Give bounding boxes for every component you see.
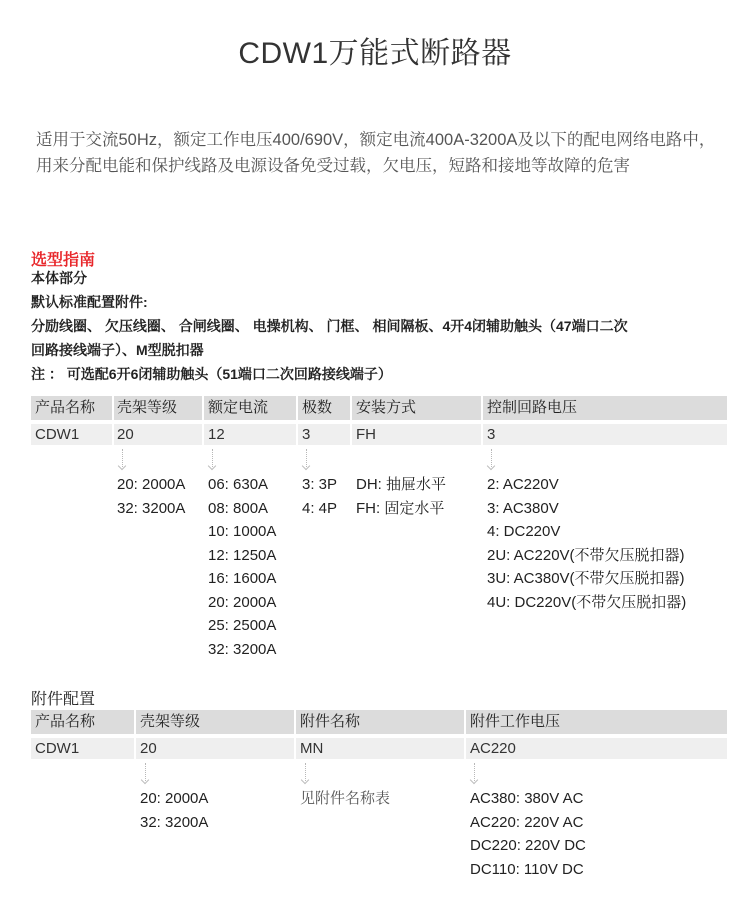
col-header-frame-grade: 壳架等级 — [117, 399, 178, 416]
example-product-name: CDW1 — [35, 426, 80, 443]
frame-option: 20: 2000A — [117, 476, 186, 493]
col-header-rated-current: 额定电流 — [208, 399, 269, 416]
example-poles: 3 — [302, 426, 311, 443]
down-arrow-icon — [212, 449, 213, 467]
voltage-option: 4: DC220V — [487, 523, 561, 540]
install-options — [356, 473, 446, 520]
down-arrow-icon — [474, 763, 475, 781]
accessory-voltage-options — [470, 787, 586, 881]
current-option: 12: 1250A — [208, 546, 277, 564]
current-option: 06: 630A — [208, 476, 269, 493]
col-header-accessory-voltage: 附件工作电压 — [470, 713, 561, 730]
current-option: 25: 2500A — [208, 617, 277, 634]
example-frame-grade: 20 — [117, 426, 134, 443]
optional-note: 注 ： 可选配6开6闭辅助触头（51端口二次回路接线端子） — [31, 366, 392, 382]
col-header-control-voltage: 控制回路电压 — [487, 399, 578, 416]
accessory-voltage-option: AC380: 380V AC — [470, 790, 584, 807]
default-accessories-line-1: 分励线圈、 欠压线圈、 合闸线圈、 电操机构、 门框、 相间隔板、4开4闭辅助触头（47端口二次 — [31, 318, 628, 334]
down-arrow-icon — [145, 763, 146, 781]
accessory-voltage-option: DC110: 110V DC — [470, 860, 584, 878]
frame-options — [117, 473, 185, 520]
col-header-poles: 极数 — [302, 399, 333, 416]
example-frame-grade: 20 — [140, 740, 157, 757]
voltage-options — [487, 473, 686, 614]
down-arrow-icon — [305, 763, 306, 781]
value-bg — [483, 424, 727, 445]
example-product-name: CDW1 — [35, 740, 80, 757]
install-option: DH: 抽屉水平 — [356, 476, 447, 493]
accessory-voltage-option: AC220: 220V AC — [470, 813, 584, 831]
install-option: FH: 固定水平 — [356, 499, 445, 517]
frame-option: 32: 3200A — [140, 813, 209, 831]
page-title: CDW1万能式断路器 — [238, 37, 512, 70]
current-option: 32: 3200A — [208, 640, 277, 658]
down-arrow-icon — [491, 449, 492, 467]
col-header-install-method: 安装方式 — [356, 399, 417, 416]
current-options — [208, 473, 276, 661]
default-accessories-label: 默认标准配置附件: — [31, 294, 148, 310]
body-part-label: 本体部分 — [31, 270, 87, 286]
pole-options — [302, 473, 337, 520]
accessory-frame-options — [140, 787, 208, 834]
current-option: 08: 800A — [208, 499, 269, 517]
down-arrow-icon — [306, 449, 307, 467]
frame-option: 20: 2000A — [140, 790, 209, 807]
pole-option: 4: 4P — [302, 499, 338, 517]
accessory-name-note: 见附件名称表 — [300, 790, 391, 807]
accessory-voltage-option: DC220: 220V DC — [470, 837, 586, 854]
voltage-option: 2: AC220V — [487, 476, 559, 493]
voltage-option: 3U: AC380V(不带欠压脱扣器) — [487, 570, 685, 587]
example-accessory-name: MN — [300, 740, 324, 757]
voltage-option: 2U: AC220V(不带欠压脱扣器) — [487, 546, 685, 564]
value-bg — [136, 738, 294, 759]
selection-guide-heading: 选型指南 — [31, 252, 96, 269]
voltage-option: 4U: DC220V(不带欠压脱扣器) — [487, 593, 687, 611]
down-arrow-icon — [122, 449, 123, 467]
default-accessories-line-2: 回路接线端子）、M型脱扣器 — [31, 342, 204, 358]
current-option: 16: 1600A — [208, 570, 277, 587]
col-header-accessory-name: 附件名称 — [300, 713, 361, 730]
voltage-option: 3: AC380V — [487, 499, 559, 517]
col-header-frame-grade: 壳架等级 — [140, 713, 201, 730]
product-description: 适用于交流50Hz，额定工作电压400/690V，额定电流400A-3200A及以下的配电网络电路中，用来分配电能和保护线路及电源设备免受过载，欠电压，短路和接地等故障的危害 — [36, 131, 716, 175]
current-option: 20: 2000A — [208, 593, 277, 611]
example-accessory-voltage: AC220 — [470, 740, 516, 757]
col-header-product-name: 产品名称 — [35, 399, 96, 416]
example-control-voltage: 3 — [487, 426, 496, 443]
accessory-config-heading: 附件配置 — [31, 691, 96, 708]
example-rated-current: 12 — [208, 426, 225, 443]
pole-option: 3: 3P — [302, 476, 338, 493]
example-install-method: FH — [356, 426, 376, 443]
frame-option: 32: 3200A — [117, 499, 186, 517]
col-header-product-name: 产品名称 — [35, 713, 96, 730]
current-option: 10: 1000A — [208, 523, 277, 540]
